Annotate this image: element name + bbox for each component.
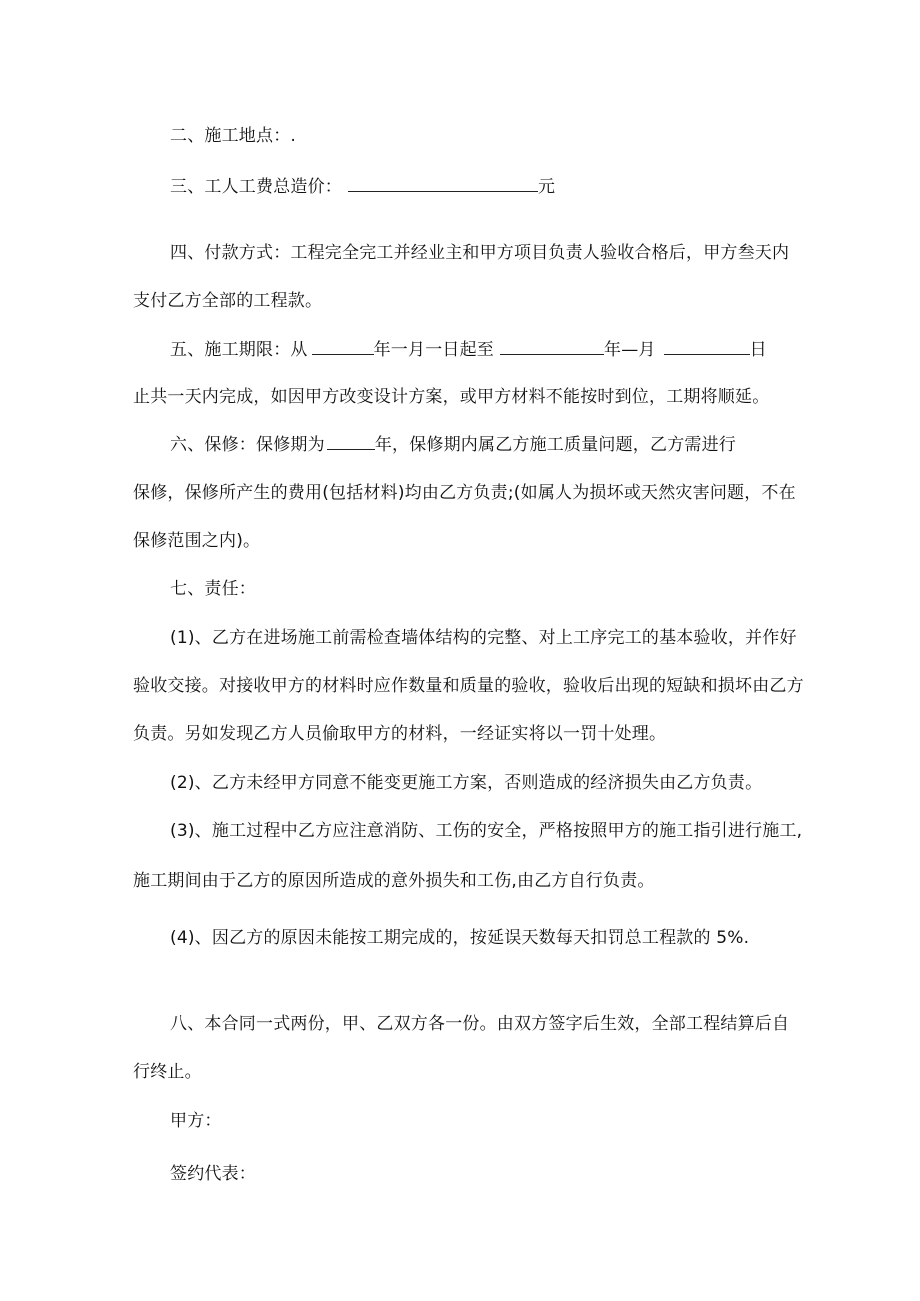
clause-7-4: (4)、因乙方的原因未能按工期完成的，按延误天数每天扣罚总工程款的 5%. bbox=[170, 928, 750, 948]
clause-6-line-3: 保修范围之内)。 bbox=[133, 531, 261, 551]
clause-7-heading: 七、责任： bbox=[170, 579, 256, 599]
end-day-blank bbox=[664, 338, 750, 355]
clause-7-2: (2)、乙方未经甲方同意不能变更施工方案，否则造成的经济损失由乙方负责。 bbox=[170, 773, 763, 793]
clause-5-line-2: 止共一天内完成，如因甲方改变设计方案，或甲方材料不能按时到位，工期将顺延。 bbox=[133, 387, 770, 407]
clause-4-line-2: 支付乙方全部的工程款。 bbox=[133, 291, 323, 311]
clause-7-1-line-2: 验收交接。对接收甲方的材料时应作数量和质量的验收，验收后出现的短缺和损坏由乙方 bbox=[133, 676, 804, 696]
clause-3-unit: 元 bbox=[538, 177, 556, 197]
clause-7-1-line-3: 负责。另如发现乙方人员偷取甲方的材料，一经证实将以一罚十处理。 bbox=[133, 724, 667, 744]
clause-6-label: 六、保修：保修期为 bbox=[170, 435, 325, 455]
signing-representative-label: 签约代表： bbox=[170, 1164, 256, 1184]
clause-7-3-line-1: (3)、施工过程中乙方应注意消防、工伤的安全，严格按照甲方的施工指引进行施工, bbox=[170, 821, 803, 841]
clause-6-line-1 bbox=[170, 433, 736, 456]
clause-7-1-line-1: (1)、乙方在进场施工前需检查墙体结构的完整、对上工序完工的基本验收，并作好 bbox=[170, 628, 797, 648]
clause-3-labor-cost bbox=[170, 175, 555, 198]
clause-7-3-line-2: 施工期间由于乙方的原因所造成的意外损失和工伤,由乙方自行负责。 bbox=[133, 871, 655, 891]
party-a-label: 甲方： bbox=[170, 1111, 222, 1131]
clause-6-text: 年，保修期内属乙方施工质量问题，乙方需进行 bbox=[374, 435, 737, 455]
clause-8-line-2: 行终止。 bbox=[133, 1062, 202, 1082]
clause-5-from: 年一月一日起至 bbox=[373, 340, 495, 360]
clause-6-line-2: 保修，保修所产生的费用(包括材料)均由乙方负责;(如属人为损坏或天然灾害问题，不在 bbox=[133, 483, 796, 503]
clause-4-line-1: 四、付款方式：工程完全完工并经业主和甲方项目负责人验收合格后，甲方叁天内 bbox=[170, 243, 790, 263]
start-year-blank bbox=[312, 338, 374, 355]
clause-8-line-1: 八、本合同一式两份，甲、乙双方各一份。由双方签字后生效，全部工程结算后自 bbox=[170, 1014, 790, 1034]
clause-5-line-1 bbox=[170, 338, 767, 361]
clause-5-label: 五、施工期限：从 bbox=[170, 340, 308, 360]
clause-3-label: 三、工人工费总造价： bbox=[170, 177, 342, 197]
clause-5-to: 年—月 bbox=[604, 340, 656, 360]
clause-2-site: 二、施工地点：. bbox=[170, 126, 297, 146]
cost-blank bbox=[348, 175, 538, 192]
warranty-years-blank bbox=[327, 433, 375, 450]
end-year-blank bbox=[500, 338, 604, 355]
clause-5-day: 日 bbox=[749, 340, 767, 360]
